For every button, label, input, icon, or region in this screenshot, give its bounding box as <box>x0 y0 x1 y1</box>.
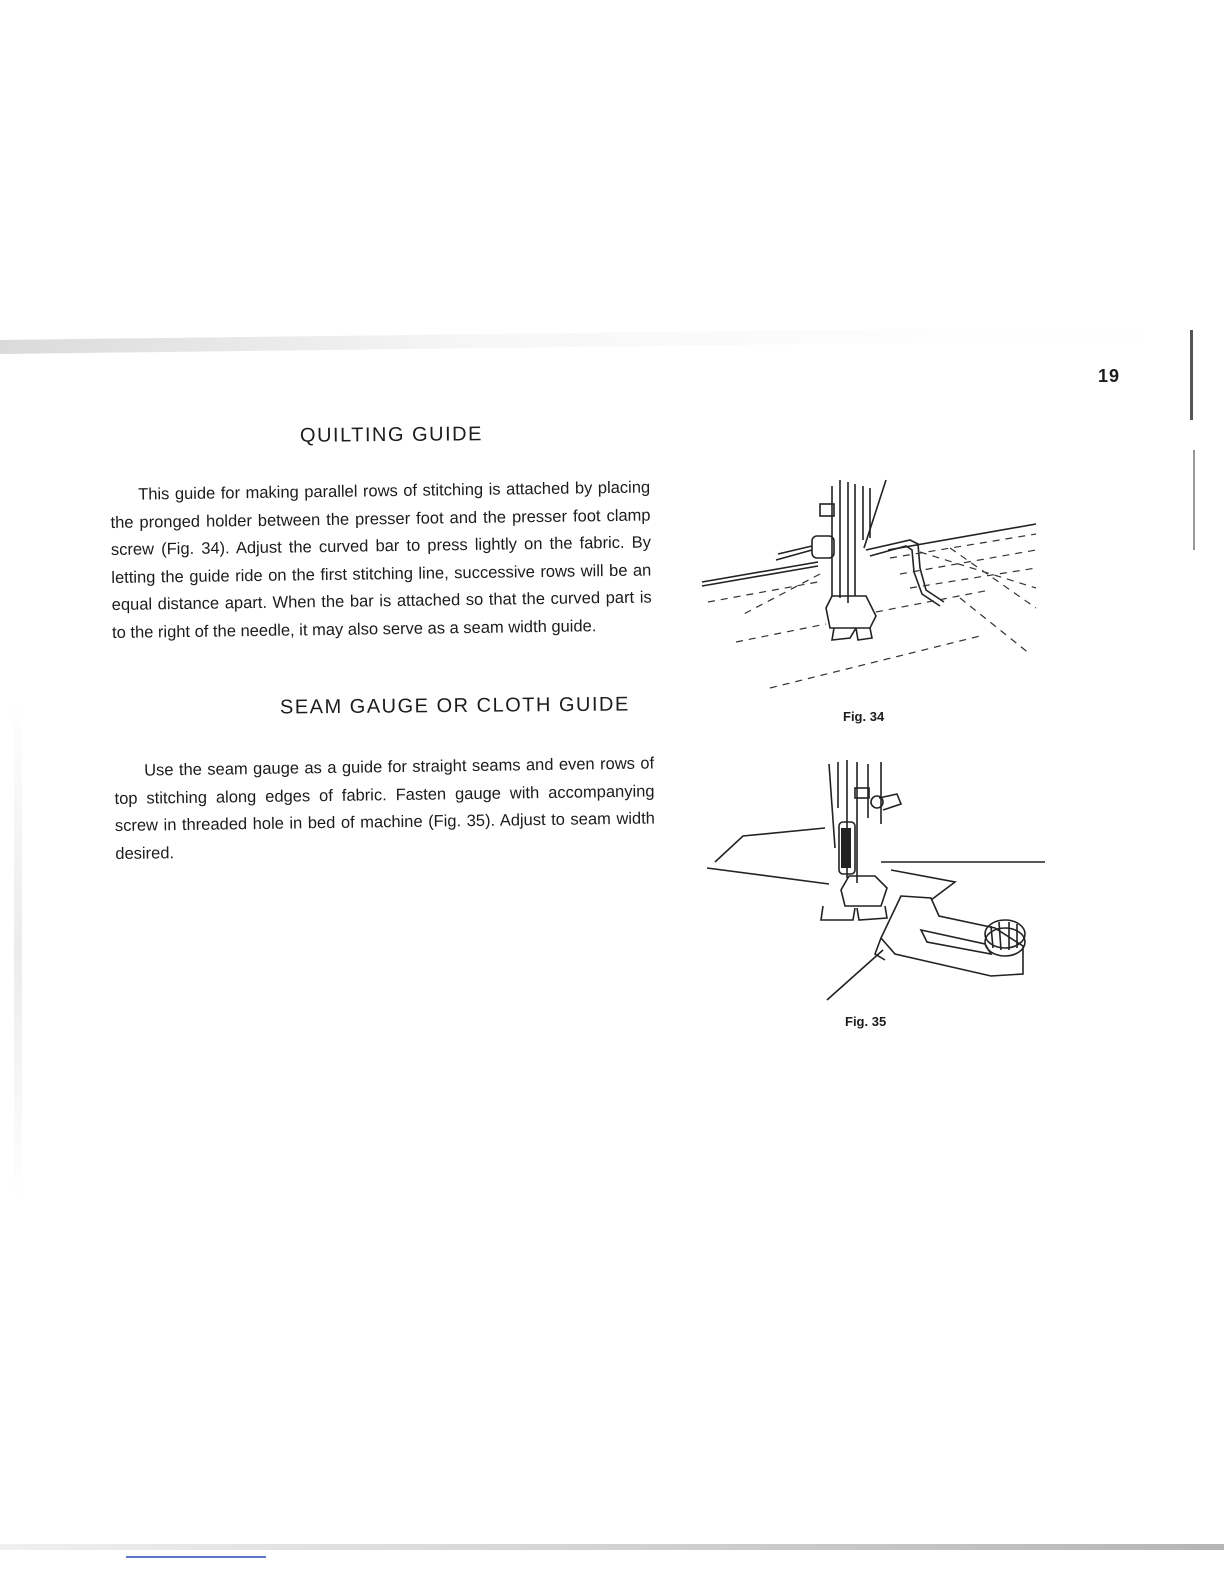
figure-34-caption: Fig. 34 <box>843 709 885 724</box>
section-title-quilting-guide: QUILTING GUIDE <box>299 423 483 447</box>
section-body-seam-gauge: Use the seam gauge as a guide for straight seams and even rows of top stitching along edges of fabric. Fasten gauge with accompanying screw in threaded hole in bed of machine (Fig. 35). Adjust to seam width desired. <box>114 754 656 863</box>
page-number: 19 <box>1098 366 1121 386</box>
scan-edge-right-lower <box>1193 450 1195 550</box>
scan-edge-left <box>14 700 22 1200</box>
figure-35-caption: Fig. 35 <box>845 1014 887 1029</box>
seam-gauge-illustration <box>705 758 1045 1008</box>
section-body-quilting-guide: This guide for making parallel rows of stitching is attached by placing the pronged holder between the presser foot and the presser foot clamp screw (Fig. 34). Adjust the curved bar to press lightly on the fabric. By letting the guide ride on the first stitching line, successive rows will be an equal distance apart. When the bar is attached so that the curved part is to the right of the needle, it may also serve as a seam width guide. <box>110 478 652 642</box>
scan-edge-right <box>1190 330 1193 420</box>
section-title-seam-gauge: SEAM GAUGE OR CLOTH GUIDE <box>279 693 630 719</box>
scan-bottom-edge <box>0 1544 1224 1550</box>
quilting-guide-illustration <box>700 478 1045 698</box>
scan-blue-mark <box>126 1556 266 1558</box>
scan-shadow-top <box>0 325 1200 354</box>
